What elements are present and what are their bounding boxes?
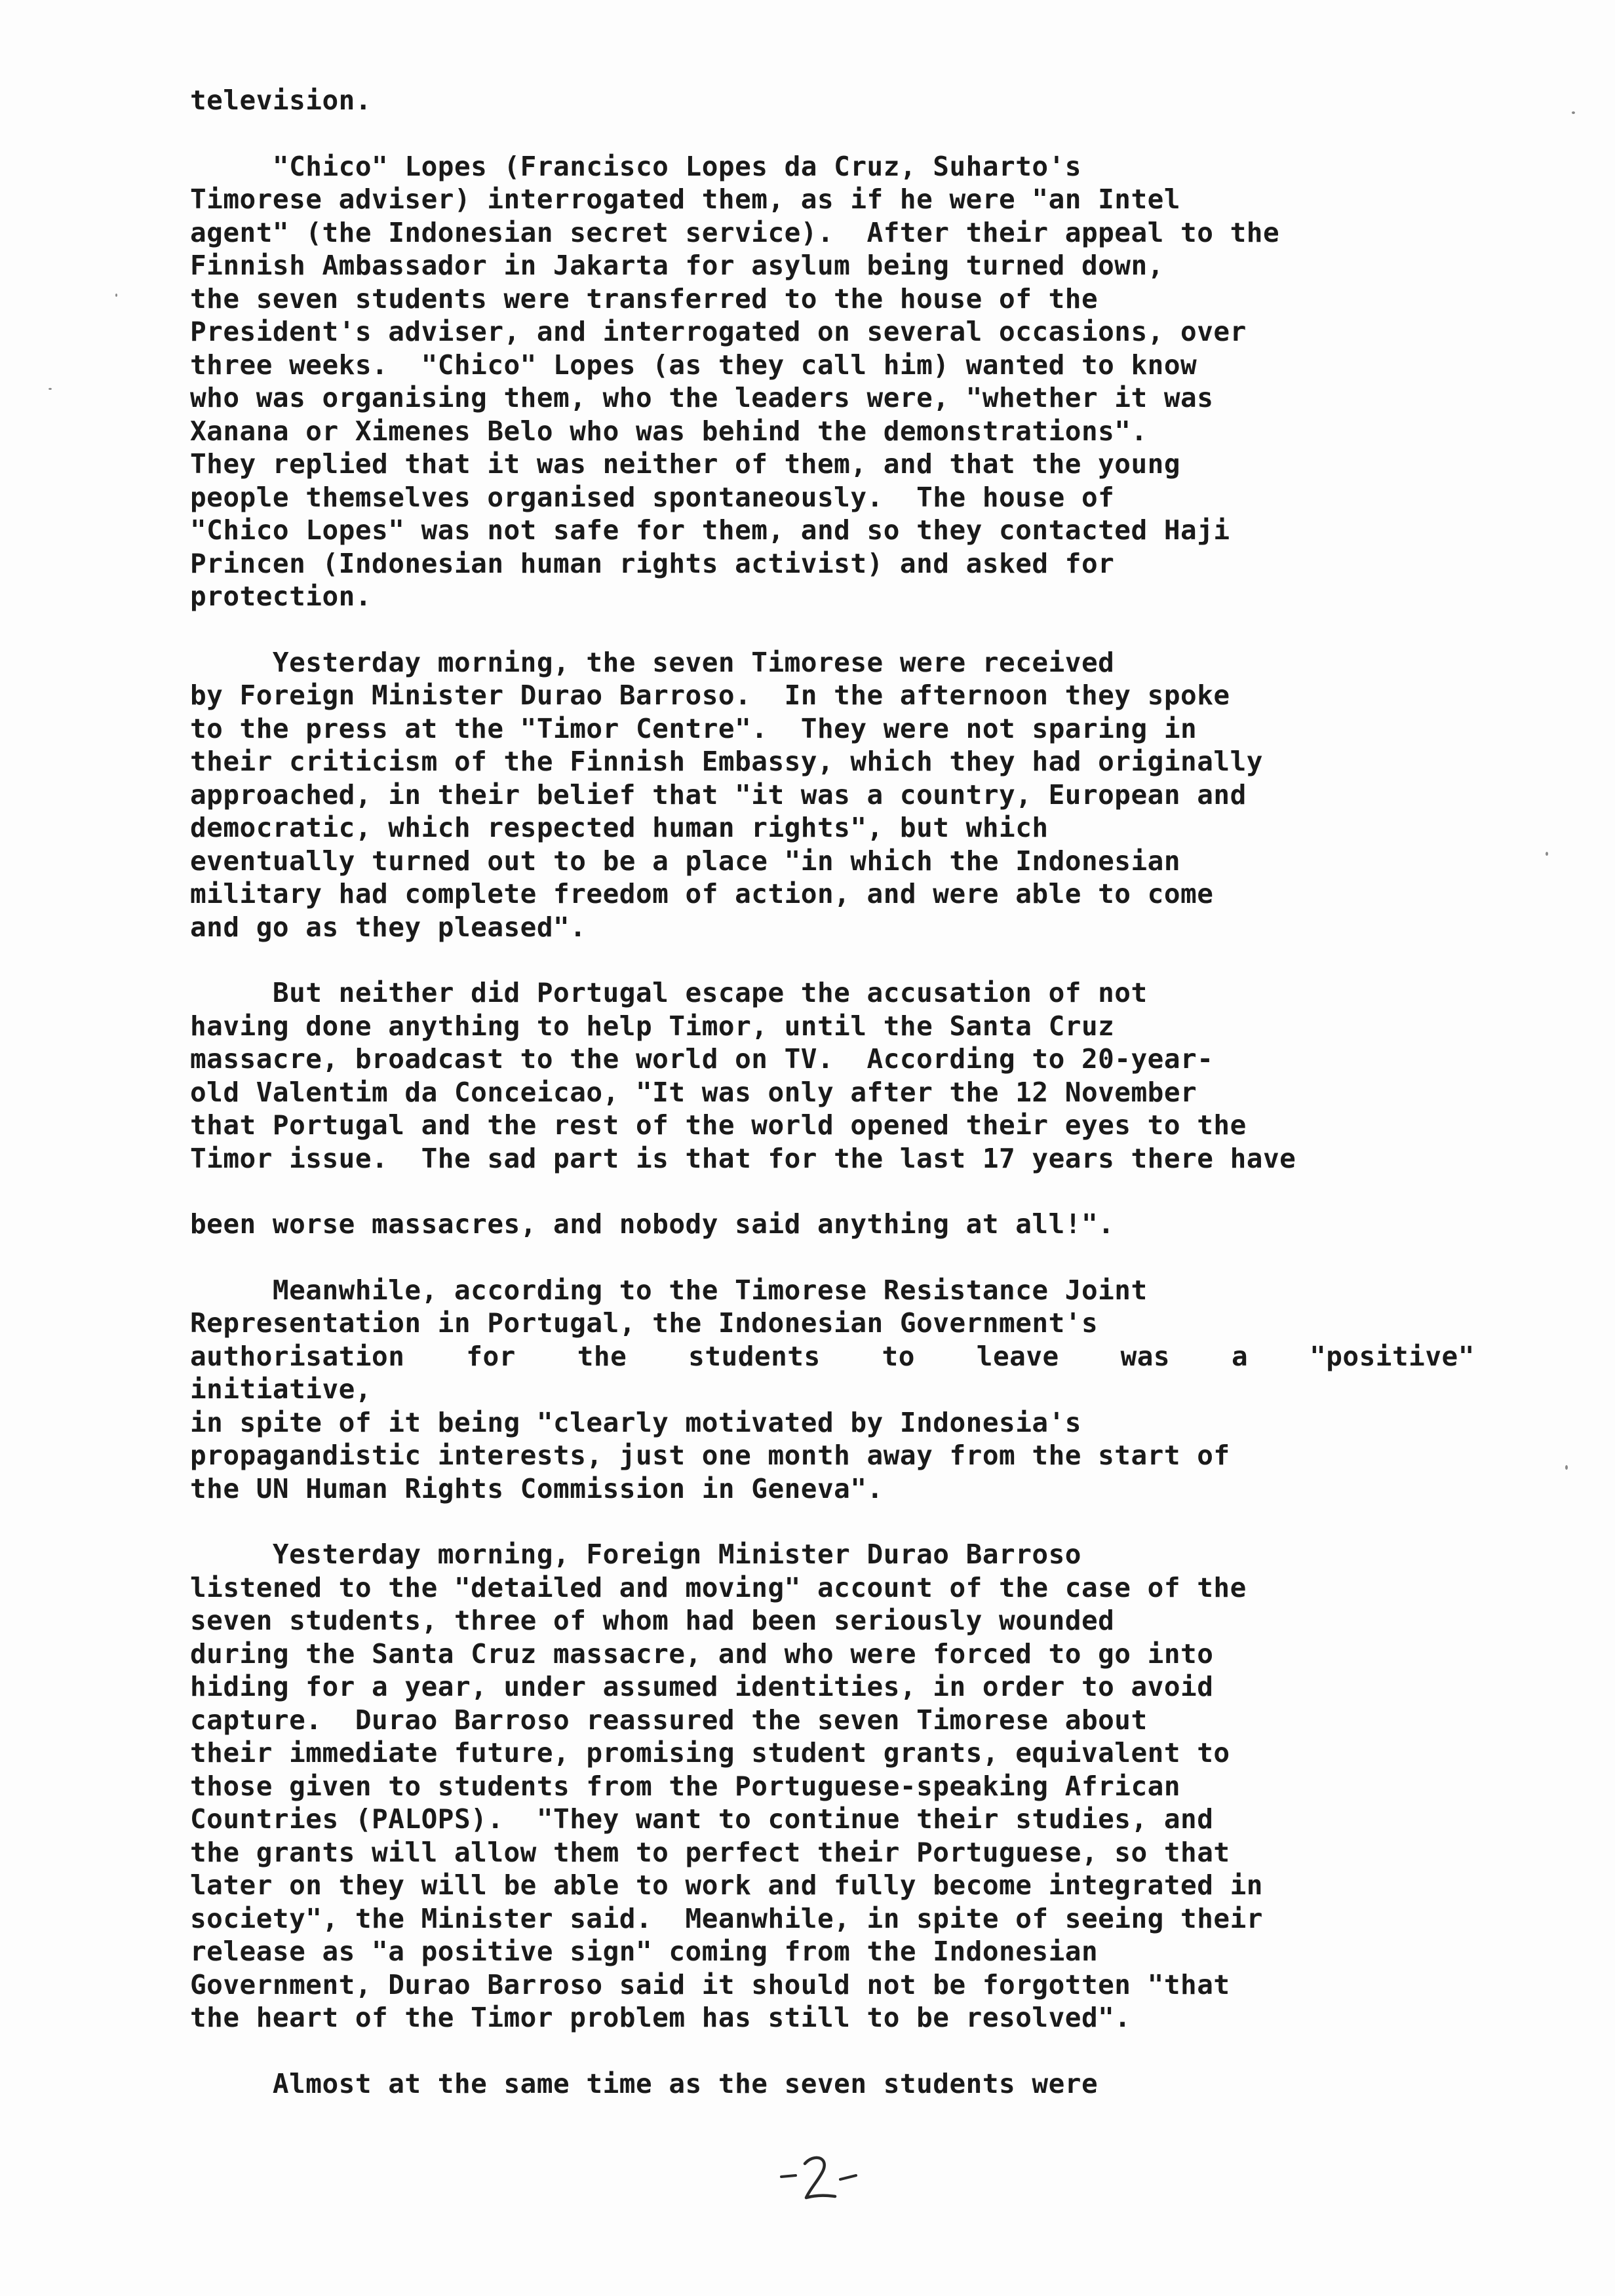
text-line: hiding for a year, under assumed identities, in order to avoid	[190, 1671, 1214, 1702]
text-line: during the Santa Cruz massacre, and who were forced to go into	[190, 1637, 1214, 1670]
text-line: democratic, which respected human rights", but which	[190, 812, 1049, 843]
text-line: President's adviser, and interrogated on several occasions, over	[190, 316, 1247, 347]
paragraph-2	[190, 150, 1527, 613]
paragraph-8	[190, 2067, 1527, 2101]
text-line: society", the Minister said. Meanwhile, in spite of seeing their	[190, 1902, 1263, 1934]
text-line: agent" (the Indonesian secret service). After their appeal to the	[190, 216, 1280, 248]
text-line: old Valentim da Conceicao, "It was only after the 12 November	[190, 1076, 1197, 1108]
text-line: the UN Human Rights Commission in Geneva".	[190, 1472, 884, 1504]
word: students	[688, 1340, 821, 1372]
text-line: Meanwhile, according to the Timorese Resistance Joint	[190, 1274, 1148, 1306]
text-line: Government, Durao Barroso said it should not be forgotten "that	[190, 1968, 1230, 2000]
text-line: and go as they pleased".	[190, 911, 587, 943]
text-line: in spite of it being "clearly motivated by Indonesia's	[190, 1406, 1081, 1438]
text-line: Yesterday morning, Foreign Minister Durao Barroso	[190, 1539, 1081, 1570]
text-line: release as "a positive sign" coming from the Indonesian	[190, 1936, 1099, 1967]
paragraph-6	[190, 1274, 1527, 1506]
handwritten-page-number	[773, 2149, 865, 2208]
text-line: to the press at the "Timor Centre". They were not sparing in	[190, 712, 1197, 744]
text-line: by Foreign Minister Durao Barroso. In the afternoon they spoke	[190, 679, 1230, 711]
text-line: protection.	[190, 581, 372, 612]
text-line: Timor issue. The sad part is that for the last 17 years there have	[190, 1142, 1296, 1174]
text-line: who was organising them, who the leaders were, "whether it was	[190, 382, 1214, 413]
text-line: "Chico" Lopes (Francisco Lopes da Cruz, Suharto's	[190, 150, 1081, 182]
word: the	[577, 1340, 627, 1372]
text-line: the seven students were transferred to the house of the	[190, 282, 1099, 315]
text-line: initiative,	[190, 1373, 372, 1405]
word: for	[466, 1340, 516, 1372]
text-line: seven students, three of whom had been seriously wounded	[190, 1605, 1115, 1636]
text-line: Timorese adviser) interrogated them, as if he were "an Intel	[190, 183, 1181, 215]
text-line: their immediate future, promising student grants, equivalent to	[190, 1737, 1230, 1769]
word: to	[882, 1340, 915, 1372]
text-line: the heart of the Timor problem has still to be resolved".	[190, 2002, 1131, 2033]
text-line: approached, in their belief that "it was a country, European and	[190, 778, 1247, 811]
text-line: television.	[190, 85, 372, 116]
text-line: those given to students from the Portuguese-speaking African	[190, 1770, 1181, 1802]
scan-speck	[115, 294, 117, 297]
paragraph-4	[190, 976, 1527, 1175]
text-line: been worse massacres, and nobody said anything at all!".	[190, 1208, 1115, 1240]
paragraph-7	[190, 1538, 1527, 2035]
text-line: propagandistic interests, just one month away from the start of	[190, 1440, 1230, 1471]
scan-speck	[1572, 111, 1575, 114]
text-line: people themselves organised spontaneously. The house of	[190, 481, 1115, 513]
text-line: Princen (Indonesian human rights activist) and asked for	[190, 547, 1115, 579]
text-line: Representation in Portugal, the Indonesian Government's	[190, 1307, 1099, 1339]
text-line: capture. Durao Barroso reassured the seven Timorese about	[190, 1704, 1148, 1736]
scan-speck	[1546, 852, 1548, 856]
text-line: later on they will be able to work and fully become integrated in	[190, 1869, 1263, 1901]
text-line: the grants will allow them to perfect their Portuguese, so that	[190, 1836, 1230, 1868]
text-line: having done anything to help Timor, until the Santa Cruz	[190, 1010, 1115, 1042]
text-line: that Portugal and the rest of the world opened their eyes to the	[190, 1109, 1247, 1141]
word: a	[1232, 1340, 1249, 1372]
text-line: their criticism of the Finnish Embassy, which they had originally	[190, 746, 1263, 777]
word: was	[1120, 1340, 1171, 1372]
text-line: Countries (PALOPS). "They want to continue their studies, and	[190, 1803, 1214, 1835]
text-line: "Chico Lopes" was not safe for them, and so they contacted Haji	[190, 514, 1230, 546]
text-line: Xanana or Ximenes Belo who was behind the demonstrations".	[190, 415, 1148, 447]
text-line: massacre, broadcast to the world on TV. According to 20-year-	[190, 1043, 1214, 1075]
text-line: Finnish Ambassador in Jakarta for asylum being turned down,	[190, 250, 1164, 281]
text-line: Yesterday morning, the seven Timorese were received	[190, 646, 1115, 678]
text-line: listened to the "detailed and moving" account of the case of the	[190, 1571, 1247, 1603]
text-line: military had complete freedom of action, and were able to come	[190, 878, 1214, 909]
typed-text-body	[190, 84, 1527, 2133]
paragraph-1	[190, 84, 1527, 117]
text-line: Almost at the same time as the seven students were	[190, 2067, 1099, 2099]
text-line: They replied that it was neither of them, and that the young	[190, 448, 1181, 480]
text-line: eventually turned out to be a place "in which the Indonesian	[190, 845, 1181, 877]
word: "positive"	[1310, 1340, 1475, 1372]
scan-speck	[49, 388, 52, 390]
scan-speck	[1565, 1465, 1568, 1470]
text-line: three weeks. "Chico" Lopes (as they call him) wanted to know	[190, 349, 1197, 381]
text-line: But neither did Portugal escape the accusation of not	[190, 977, 1148, 1008]
word: authorisation	[190, 1340, 405, 1372]
justified-text-line	[190, 1340, 1475, 1373]
paragraph-5	[190, 1208, 1527, 1241]
word: leave	[976, 1340, 1059, 1372]
paragraph-3	[190, 646, 1527, 944]
